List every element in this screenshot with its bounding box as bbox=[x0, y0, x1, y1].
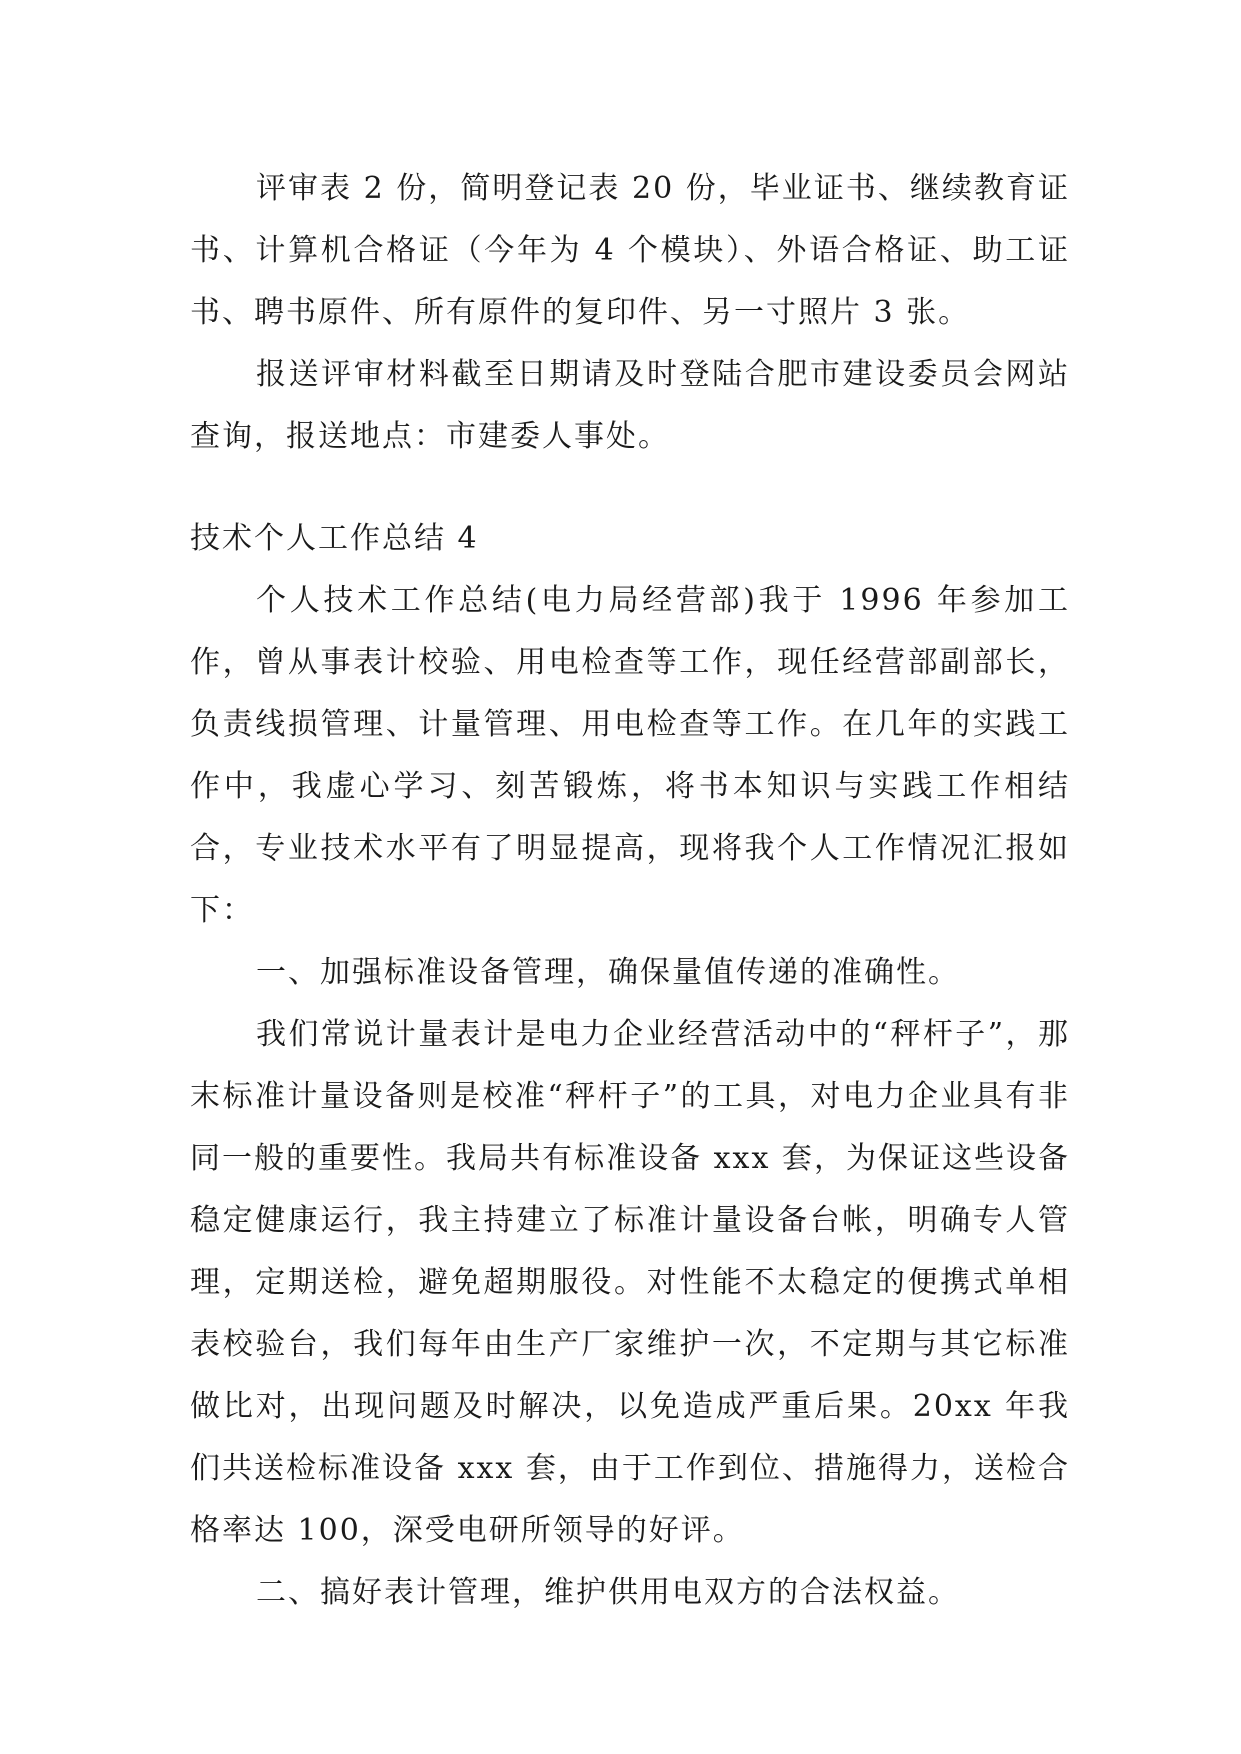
paragraph-heading-two: 二、搞好表计管理，维护供用电双方的合法权益。 bbox=[256, 1575, 960, 1610]
paragraph-standard-equipment: 我们常说计量表计是电力企业经营活动中的“秤杆子”，那末标准计量设备则是校准“秤杆子”的工具，对电力企业具有非同一般的重要性。我局共有标准设备 xxx 套，为保证这些设备稳定健康运行，我主持建立了标准计量设备台帐，明确专人管理，定期送检，避免超期服役。对性能不太稳定的便携式单相表校验台，我们每年由生产厂家维护一次，不定期与其它标准做比对，出现问题及时解决，以免造成严重后果。20xx 年我们共送检标准设备 xxx 套，由于工作到位、措施得力，送检合格率达 100，深受电研所领导的好评。 bbox=[190, 1017, 1070, 1548]
paragraph-intro: 个人技术工作总结(电力局经营部)我于 1996 年参加工作，曾从事表计校验、用电检查等工作，现任经营部副部长，负责线损管理、计量管理、用电检查等工作。在几年的实践工作中，我虚心学习、刻苦锻炼，将书本知识与实践工作相结合，专业技术水平有了明显提高，现将我个人工作情况汇报如下： bbox=[190, 583, 1070, 928]
paragraph-materials-list: 评审表 2 份，简明登记表 20 份，毕业证书、继续教育证书、计算机合格证（今年为 4 个模块）、外语合格证、助工证书、聘书原件、所有原件的复印件、另一寸照片 3 张。 bbox=[190, 171, 1070, 330]
paragraph-heading-one: 一、加强标准设备管理，确保量值传递的准确性。 bbox=[256, 955, 960, 990]
section-title: 技术个人工作总结 4 bbox=[190, 521, 479, 556]
document-body bbox=[190, 158, 1070, 1624]
paragraph-submission-info: 报送评审材料截至日期请及时登陆合肥市建设委员会网站查询，报送地点：市建委人事处。 bbox=[190, 357, 1070, 454]
